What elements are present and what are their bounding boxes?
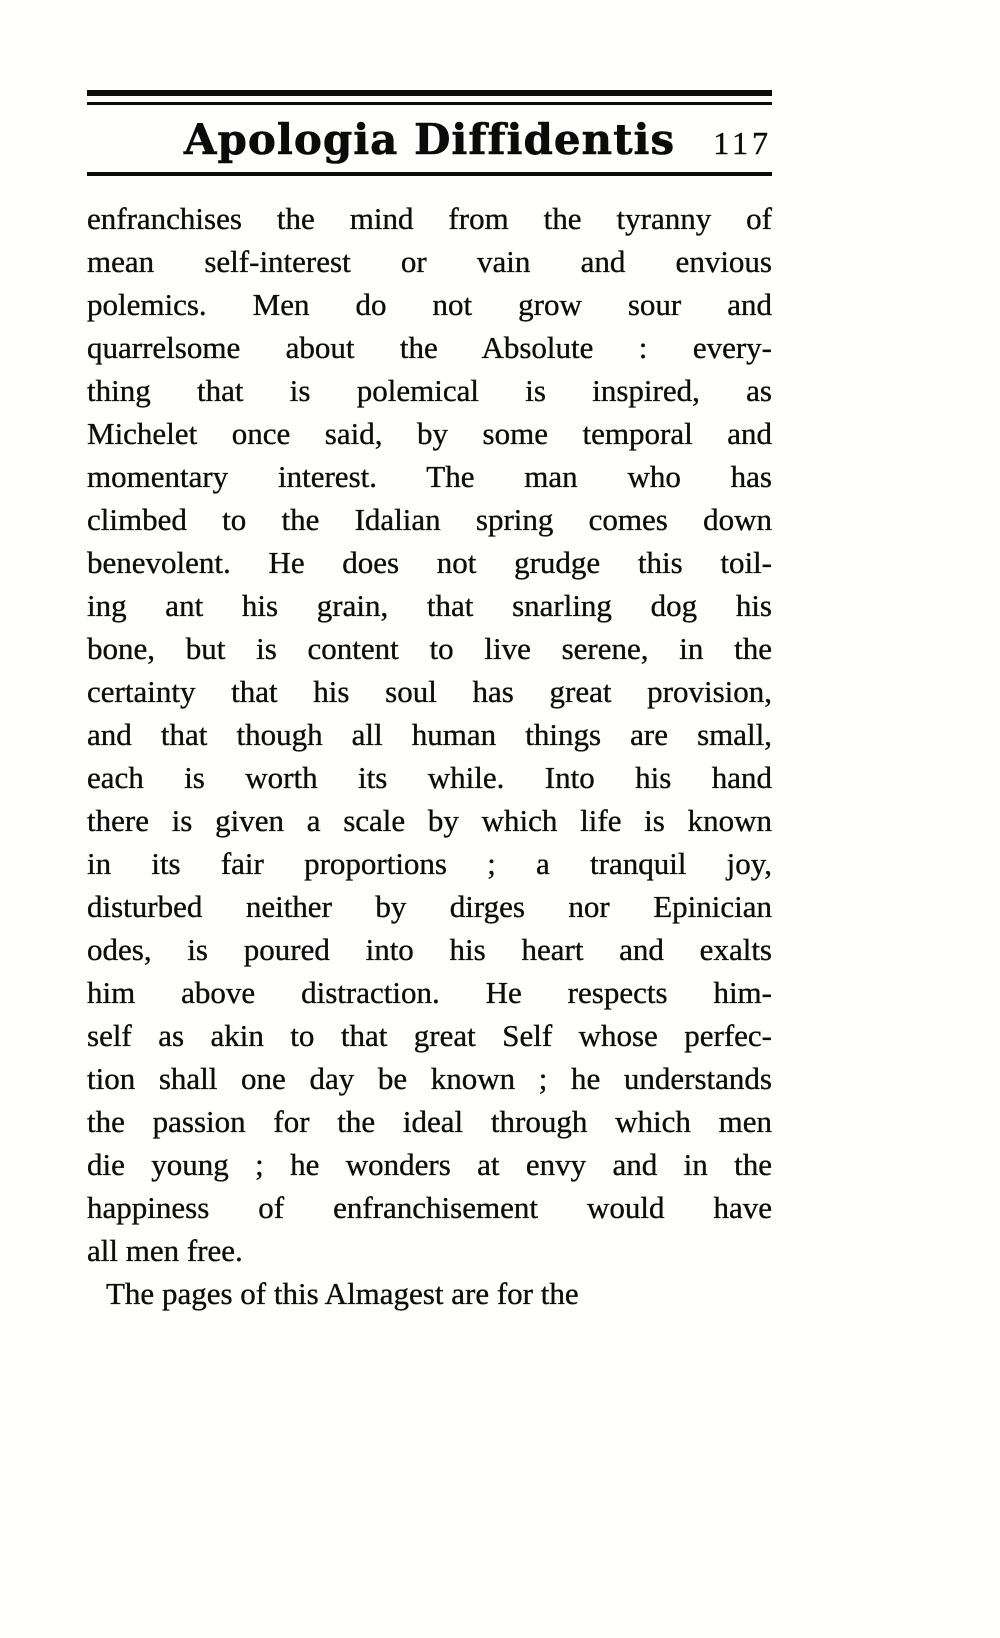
text-line: bone, but is content to live serene, in the xyxy=(87,631,772,666)
text-line: tion shall one day be known ; he understands xyxy=(87,1061,772,1096)
text-line: ing ant his grain, that snarling dog his xyxy=(87,588,772,623)
text-block xyxy=(87,90,772,1315)
text-line: Michelet once said, by some temporal and xyxy=(87,416,772,451)
text-line: in its fair proportions ; a tranquil joy, xyxy=(87,846,772,881)
text-line: odes, is poured into his heart and exalts xyxy=(87,932,772,967)
text-line: thing that is polemical is inspired, as xyxy=(87,373,772,408)
text-line: self as akin to that great Self whose perfec- xyxy=(87,1018,772,1053)
text-line: benevolent. He does not grudge this toil- xyxy=(87,545,772,580)
text-line: climbed to the Idalian spring comes down xyxy=(87,502,772,537)
running-header xyxy=(87,113,772,167)
text-line: there is given a scale by which life is known xyxy=(87,803,772,838)
top-rule-thin xyxy=(87,102,772,105)
header-rule xyxy=(87,172,772,176)
body-text xyxy=(87,197,772,1315)
page-number: 117 xyxy=(713,125,772,161)
text-line: disturbed neither by dirges nor Epinician xyxy=(87,889,772,924)
text-line: all men free. xyxy=(87,1233,243,1268)
text-line: quarrelsome about the Absolute : every- xyxy=(87,330,772,365)
text-line: him above distraction. He respects him- xyxy=(87,975,772,1010)
text-line: The pages of this Almagest are for the xyxy=(106,1276,579,1311)
chapter-title: Apologia Diffidentis xyxy=(183,115,676,164)
text-line: polemics. Men do not grow sour and xyxy=(87,287,772,322)
text-line: momentary interest. The man who has xyxy=(87,459,772,494)
text-line: happiness of enfranchisement would have xyxy=(87,1190,772,1225)
text-line: certainty that his soul has great provision, xyxy=(87,674,772,709)
top-rule-thick xyxy=(87,90,772,96)
text-line: each is worth its while. Into his hand xyxy=(87,760,772,795)
text-line: die young ; he wonders at envy and in the xyxy=(87,1147,772,1182)
text-line: mean self-interest or vain and envious xyxy=(87,244,772,279)
text-line: enfranchises the mind from the tyranny of xyxy=(87,201,772,236)
text-line: the passion for the ideal through which men xyxy=(87,1104,772,1139)
text-line: and that though all human things are small, xyxy=(87,717,772,752)
